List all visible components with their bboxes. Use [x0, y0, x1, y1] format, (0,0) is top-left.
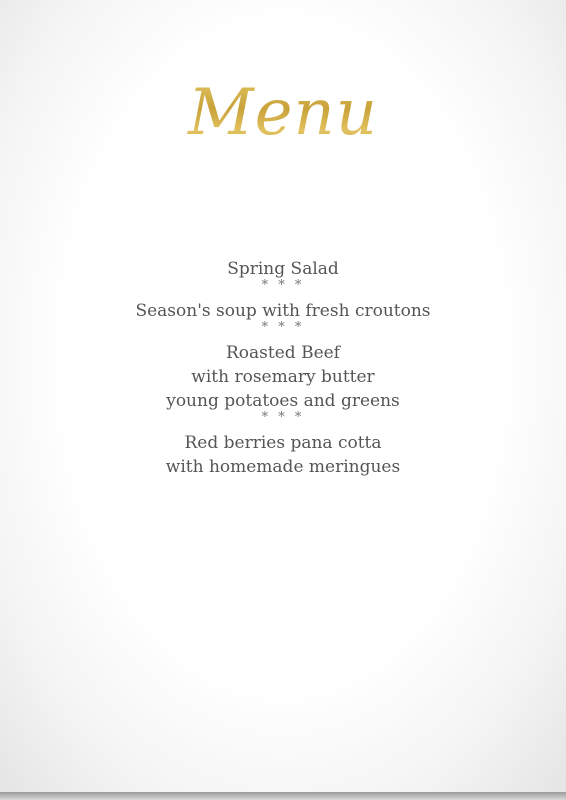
- course-dessert: Red berries pana cotta: [184, 433, 382, 453]
- course-soup: Season's soup with fresh croutons: [135, 301, 431, 321]
- course-roasted-beef: Roasted Beef: [226, 343, 340, 363]
- course-roasted-beef-detail-2: young potatoes and greens: [166, 391, 400, 411]
- course-dessert-detail: with homemade meringues: [165, 457, 401, 477]
- course-roasted-beef-detail-1: with rosemary butter: [191, 367, 375, 387]
- course-separator: * * *: [261, 320, 305, 335]
- menu-list: [0, 257, 566, 479]
- page-shadow-edge: [0, 792, 566, 800]
- course-separator: * * *: [261, 278, 305, 293]
- course-spring-salad: Spring Salad: [227, 259, 339, 279]
- menu-title: Menu: [0, 68, 566, 158]
- course-separator: * * *: [261, 410, 305, 425]
